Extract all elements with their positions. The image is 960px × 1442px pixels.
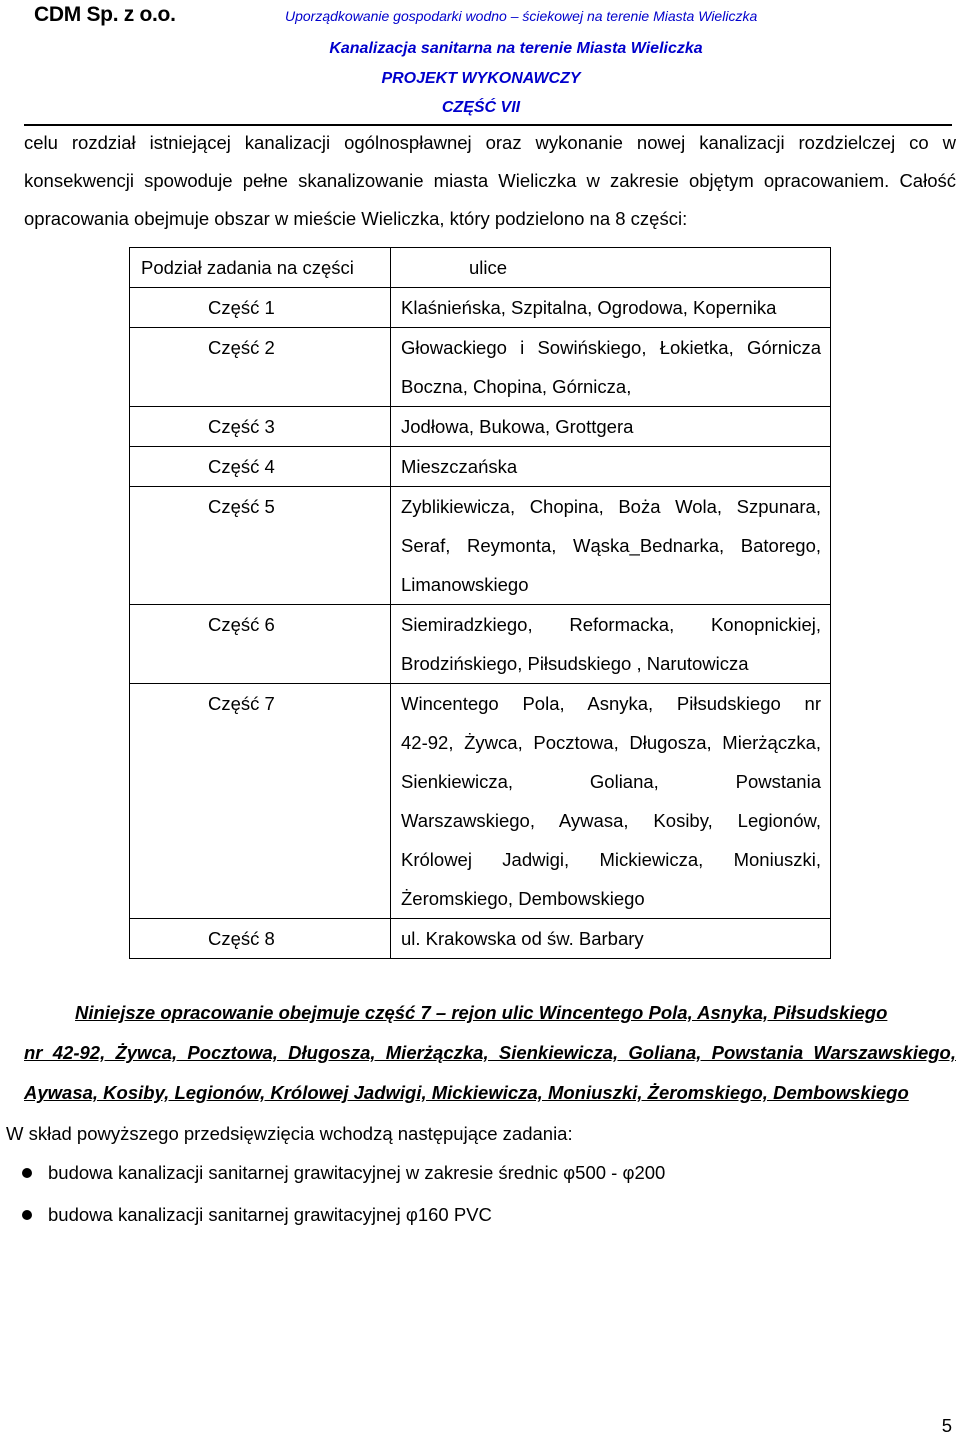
table-row xyxy=(130,605,831,684)
street-line: Boczna, Chopina, Górnicza, xyxy=(401,376,632,397)
table-row xyxy=(130,447,831,487)
table-row xyxy=(130,487,831,605)
table-row xyxy=(130,684,831,919)
street-line: ul. Krakowska od św. Barbary xyxy=(401,928,644,949)
part-label: Część 2 xyxy=(208,337,275,358)
table-row xyxy=(130,328,831,407)
scope-line: Niniejsze opracowanie obejmuje część 7 – rejon ulic Wincentego Pola, Asnyka, Piłsudskiego xyxy=(75,1002,888,1023)
part-label: Część 6 xyxy=(208,614,275,635)
table-row xyxy=(130,288,831,328)
page-number: 5 xyxy=(941,1415,952,1436)
header-project-type: PROJEKT WYKONAWCZY xyxy=(381,70,581,87)
list-item-text: budowa kanalizacji sanitarnej grawitacyjnej φ160 PVC xyxy=(48,1204,492,1225)
header-part: CZĘŚĆ VII xyxy=(441,99,521,116)
street-line: Seraf, Reymonta, Wąska_Bednarka, Batorego, xyxy=(401,535,821,556)
street-line: Limanowskiego xyxy=(401,574,529,595)
street-line: Jodłowa, Bukowa, Grottgera xyxy=(401,416,634,437)
street-line: Klaśnieńska, Szpitalna, Ogrodowa, Kopernika xyxy=(401,297,777,318)
street-line: Zyblikiewicza, Chopina, Boża Wola, Szpunara, xyxy=(401,496,821,517)
street-line: Żeromskiego, Dembowskiego xyxy=(401,888,645,909)
tasks-list xyxy=(22,1152,665,1236)
list-item xyxy=(22,1194,665,1236)
street-line: Warszawskiego, Aywasa, Kosiby, Legionów, xyxy=(401,810,821,831)
street-line: Głowackiego i Sowińskiego, Łokietka, Górnicza xyxy=(401,337,821,358)
table-header-parts: Podział zadania na części xyxy=(141,257,354,278)
part-label: Część 8 xyxy=(208,928,275,949)
part-label: Część 4 xyxy=(208,456,275,477)
bullet-icon xyxy=(22,1168,32,1178)
part-label: Część 1 xyxy=(208,297,275,318)
street-line: 42-92, Żywca, Pocztowa, Długosza, Mierżączka, xyxy=(401,732,821,753)
parts-table xyxy=(129,247,831,959)
street-line: Mieszczańska xyxy=(401,456,518,477)
company-name: CDM Sp. z o.o. xyxy=(34,3,176,26)
project-title: Uporządkowanie gospodarki wodno – ściekowej na terenie Miasta Wieliczka xyxy=(285,8,758,24)
street-line: Siemiradzkiego, Reformacka, Konopnickiej, xyxy=(401,614,821,635)
paragraph-line: celu rozdział istniejącej kanalizacji ogólnospławnej oraz wykonanie nowej kanalizacji rozdzielczej co w xyxy=(24,132,956,153)
table-header-row xyxy=(130,248,831,288)
scope-line: nr 42-92, Żywca, Pocztowa, Długosza, Mierżączka, Sienkiewicza, Goliana, Powstania Warszawskiego, xyxy=(24,1042,956,1063)
street-line: Sienkiewicza, Goliana, Powstania xyxy=(401,771,821,792)
bullet-icon xyxy=(22,1210,32,1220)
table-row xyxy=(130,407,831,447)
part-label: Część 7 xyxy=(208,693,275,714)
street-line: Królowej Jadwigi, Mickiewicza, Moniuszki, xyxy=(401,849,821,870)
header-subtitle: Kanalizacja sanitarna na terenie Miasta Wieliczka xyxy=(329,40,703,57)
part-label: Część 3 xyxy=(208,416,275,437)
paragraph-line: opracowania obejmuje obszar w mieście Wieliczka, który podzielono na 8 części: xyxy=(24,208,688,229)
street-line: Brodzińskiego, Piłsudskiego , Narutowicza xyxy=(401,653,749,674)
tasks-intro: W skład powyższego przedsięwzięcia wchodzą następujące zadania: xyxy=(6,1123,573,1144)
paragraph-line: konsekwencji spowoduje pełne skanalizowanie miasta Wieliczka w zakresie objętym opracowaniem. Całość xyxy=(24,170,956,191)
table-header-streets: ulice xyxy=(469,257,508,278)
table-row xyxy=(130,919,831,959)
street-line: Wincentego Pola, Asnyka, Piłsudskiego nr xyxy=(401,693,821,714)
intro-paragraph xyxy=(24,124,956,238)
scope-line: Aywasa, Kosiby, Legionów, Królowej Jadwigi, Mickiewicza, Moniuszki, Żeromskiego, Dembowskiego xyxy=(24,1082,909,1103)
list-item xyxy=(22,1152,665,1194)
part-label: Część 5 xyxy=(208,496,275,517)
list-item-text: budowa kanalizacji sanitarnej grawitacyjnej w zakresie średnic φ500 - φ200 xyxy=(48,1162,666,1183)
